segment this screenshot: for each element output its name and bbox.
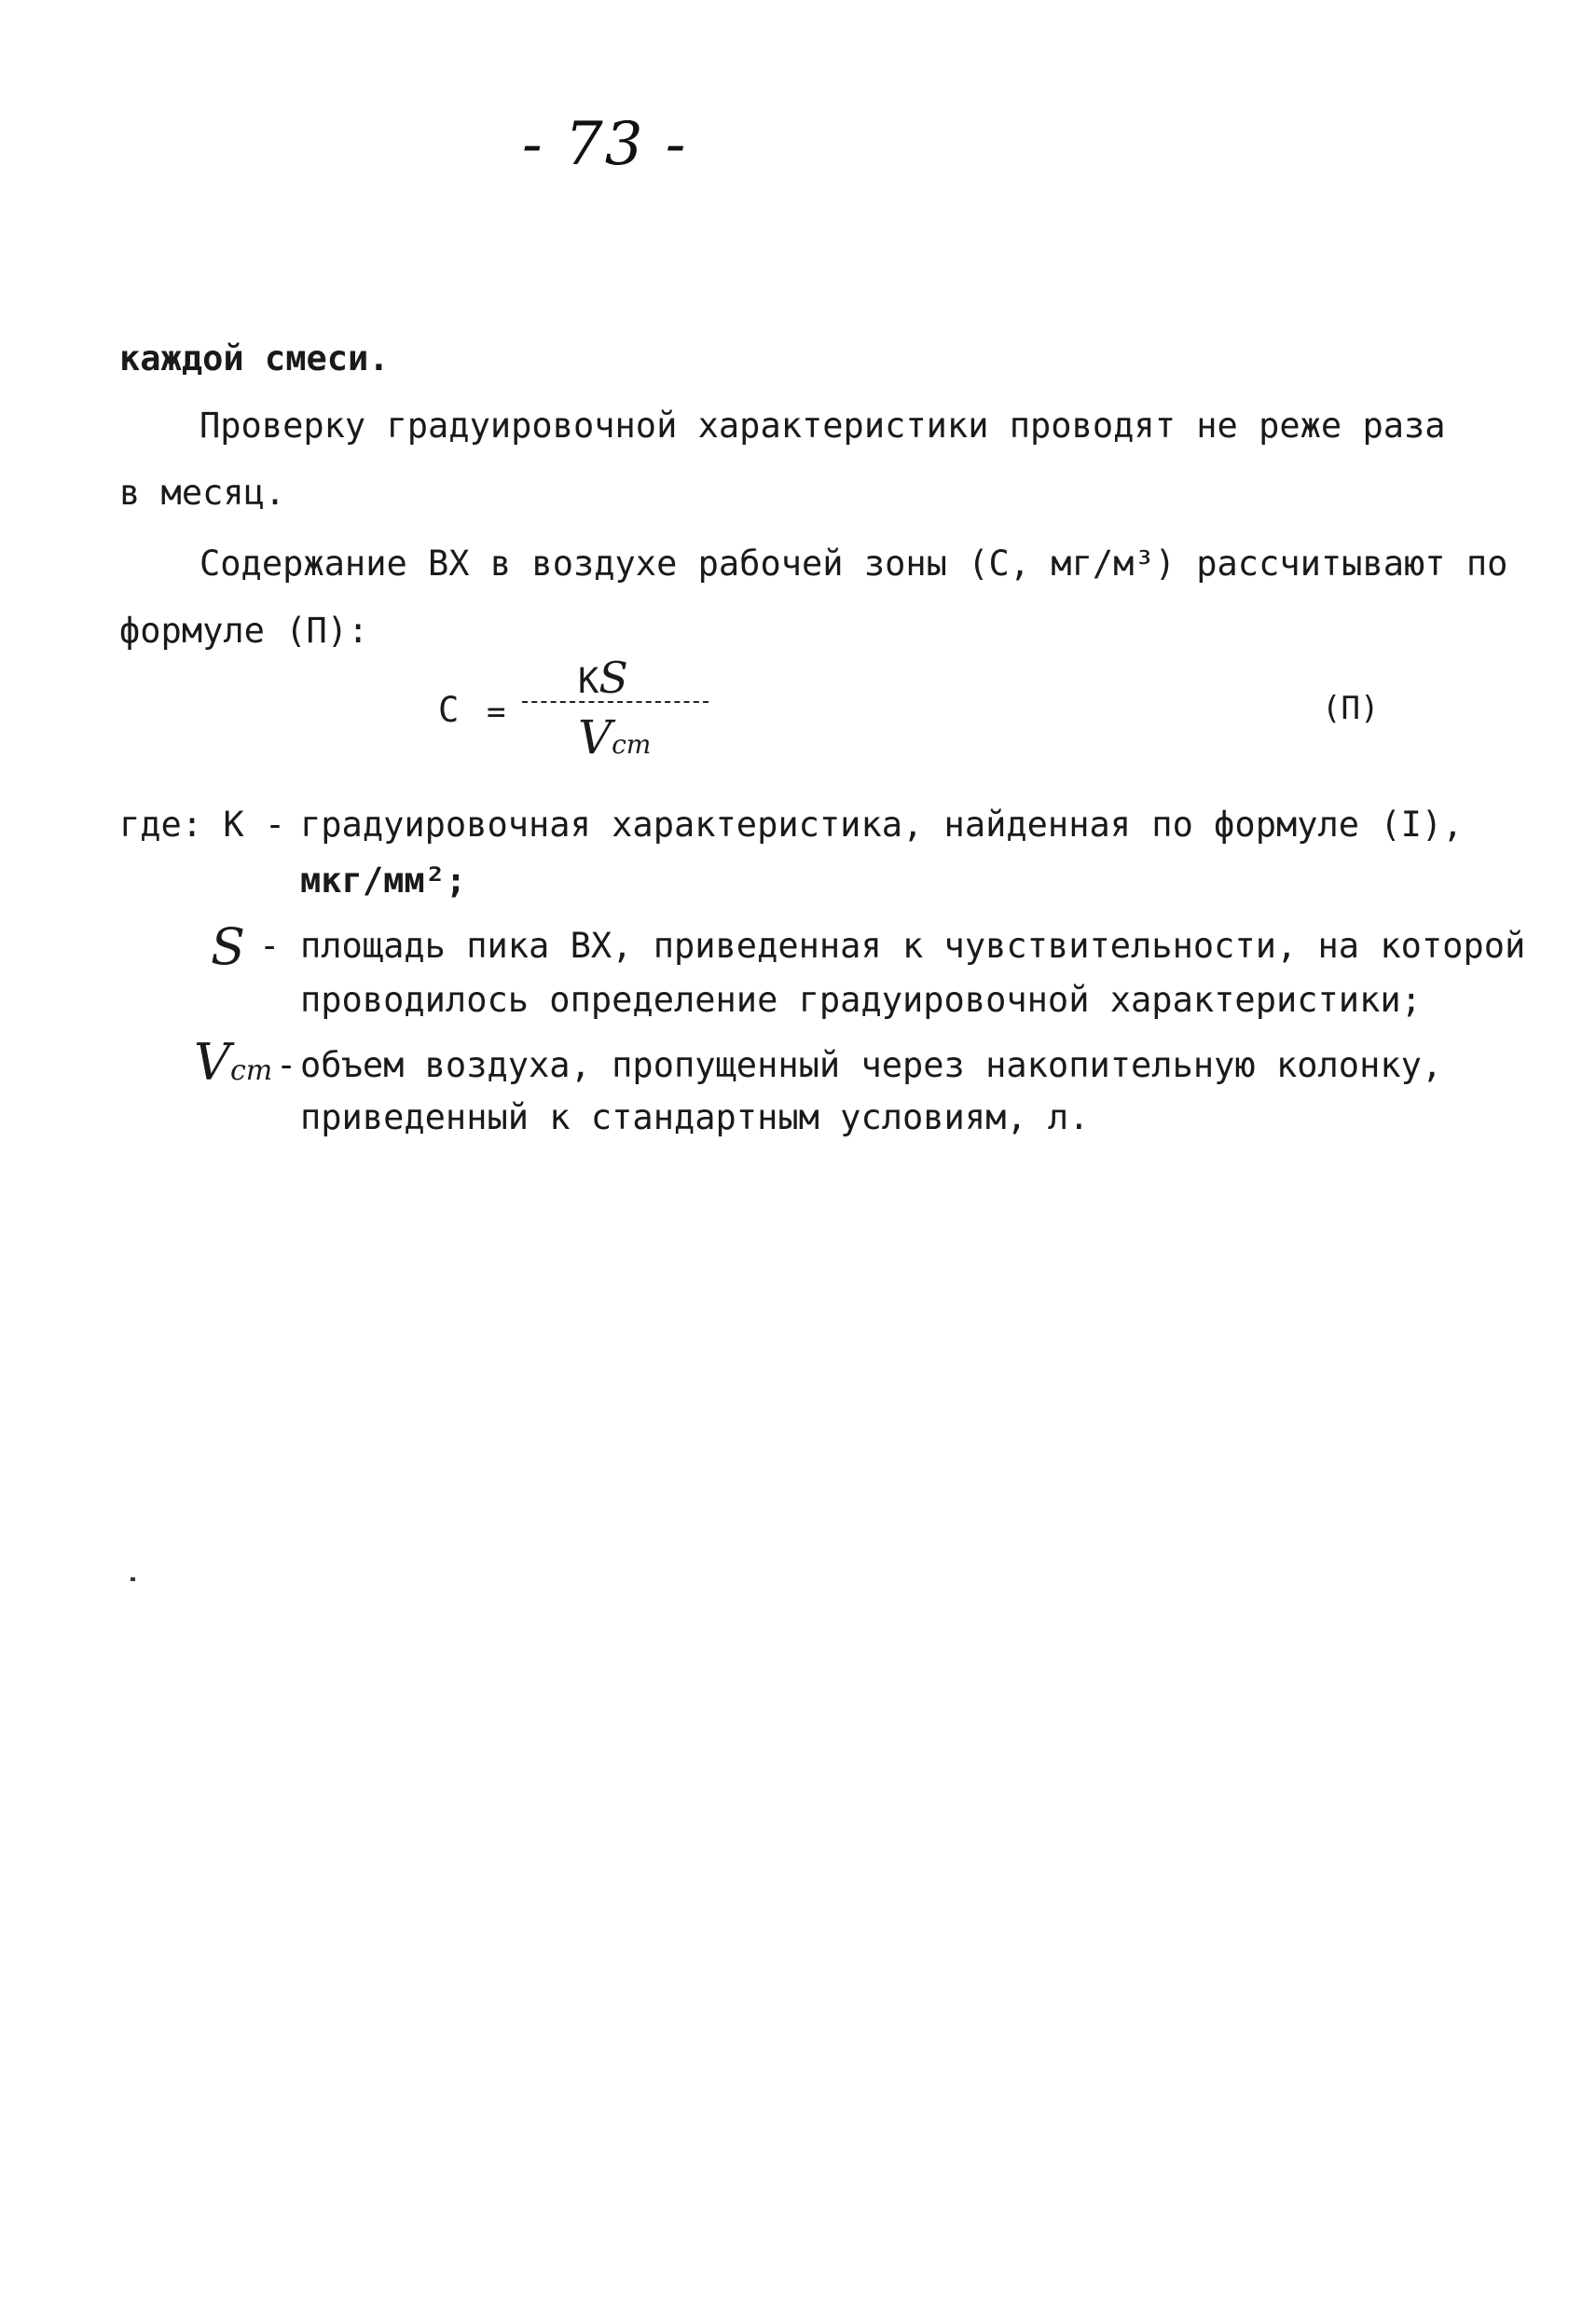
scan-speck (131, 1577, 135, 1581)
definition-s-dash: - (259, 926, 281, 966)
definition-k-line-1: градуировочная характеристика, найденная по формуле (I), (300, 805, 1464, 845)
paragraph-content-line-2: формуле (П): (119, 611, 369, 651)
definition-s-symbol: S (211, 917, 245, 976)
definition-s-line-2: проводилось определение градуировочной характеристики; (300, 980, 1422, 1020)
definition-v-line-2: приведенный к стандартным условиям, л. (300, 1097, 1090, 1137)
paragraph-continuation: каждой смеси. (119, 338, 390, 378)
formula-number: (П) (1322, 690, 1380, 727)
formula-lhs: С (438, 690, 460, 730)
definition-k-line-2: мкг/мм²; (300, 860, 467, 901)
definition-v-letter: V (194, 1033, 230, 1092)
formula-numerator (578, 653, 628, 703)
definition-v-dash: - (276, 1045, 297, 1085)
formula-numerator-k: К (578, 661, 599, 701)
formula-equals: = (487, 694, 506, 731)
definition-s-line-1: площадь пика ВХ, приведенная к чувствительности, на которой (300, 926, 1526, 966)
paragraph-check-line-1: Проверку градуировочной характеристики проводят не реже раза (200, 406, 1446, 446)
formula-denominator-sub: ст (612, 729, 652, 760)
paragraph-check-line-2: в месяц. (119, 473, 286, 513)
page-number: - 73 - (522, 110, 688, 179)
fraction-bar (522, 701, 709, 703)
formula-denominator-v: V (578, 710, 612, 764)
definition-v-symbol (194, 1033, 272, 1092)
definition-intro: где: К - (119, 805, 286, 845)
definition-v-sub: ст (230, 1054, 273, 1087)
definition-v-line-1: объем воздуха, пропущенный через накопительную колонку, (300, 1045, 1443, 1085)
formula-denominator (578, 710, 651, 764)
formula-numerator-s: S (598, 653, 628, 703)
paragraph-content-line-1: Содержание ВХ в воздухе рабочей зоны (С, мг/м³) рассчитывают по (200, 544, 1508, 584)
formula (438, 653, 718, 764)
